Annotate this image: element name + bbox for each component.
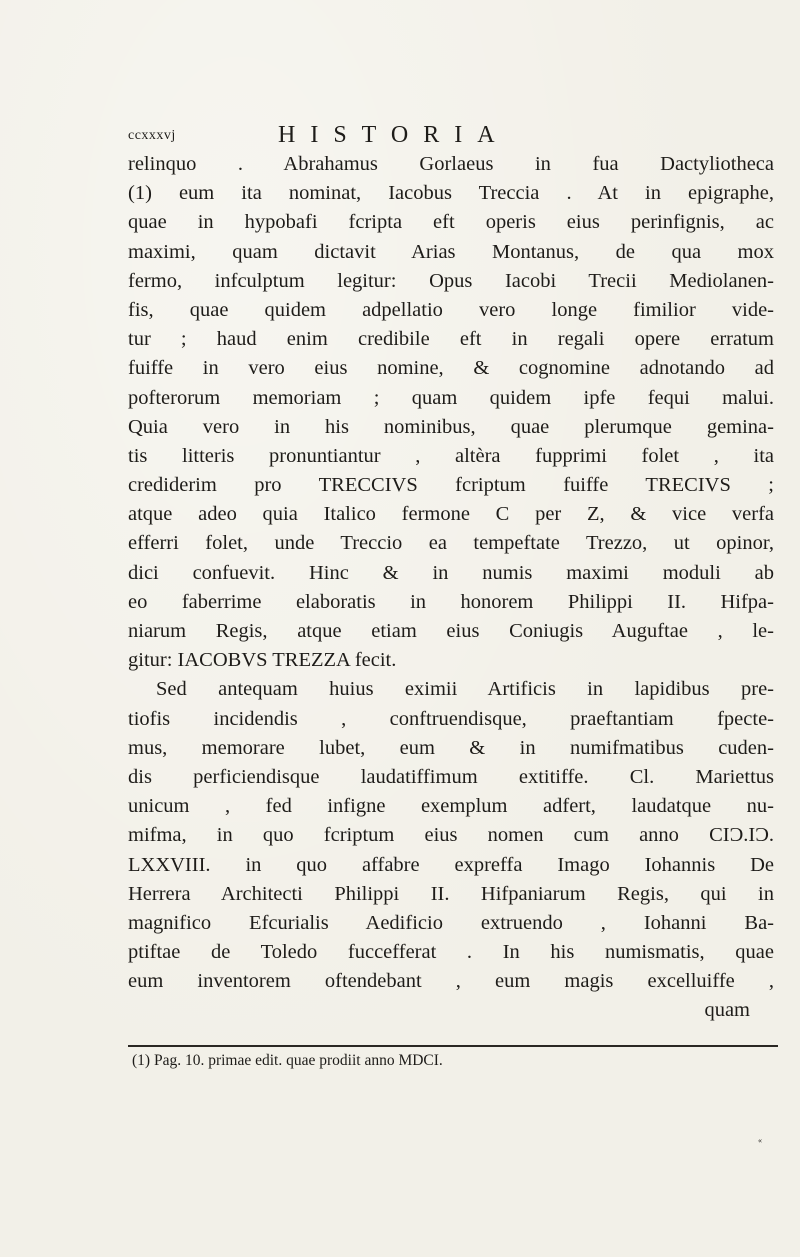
text-line: fuiffe in vero eius nomine, & cognomine adnotando ad xyxy=(128,357,774,380)
text-line: mifma, in quo fcriptum eius nomen cum anno CIƆ.IƆ. xyxy=(128,824,774,847)
running-title: HISTORIA xyxy=(278,122,510,148)
text-line: LXXVIII. in quo affabre expreffa Imago Iohannis De xyxy=(128,853,774,876)
text-line: dis perficiendisque laudatiffimum extitiffe. Cl. Mariettus xyxy=(128,765,774,788)
text-line: gitur: IACOBVS TREZZA fecit. xyxy=(128,649,397,672)
text-line: relinquo . Abrahamus Gorlaeus in fua Dactyliotheca xyxy=(128,153,774,175)
text-line: tur ; haud enim credibile eft in regali opere erratum xyxy=(128,328,774,351)
text-line: quae in hypobafi fcripta eft operis eius perinfignis, ac xyxy=(128,211,774,234)
text-line: atque adeo quia Italico fermone C per Z, & vice verfa xyxy=(128,503,774,526)
page-header xyxy=(128,122,688,152)
text-line: tis litteris pronuntiantur , altèra fupprimi folet , ita xyxy=(128,444,774,467)
stray-mark: « xyxy=(758,1136,762,1145)
text-line: mus, memorare lubet, eum & in numifmatibus cuden- xyxy=(128,736,774,759)
text-line: maximi, quam dictavit Arias Montanus, de qua mox xyxy=(128,240,774,263)
footnote: (1) Pag. 10. primae edit. quae prodiit anno MDCI. xyxy=(132,1052,443,1069)
text-line: Sed antequam huius eximii Artificis in lapidibus pre- xyxy=(156,678,774,701)
text-line: unicum , fed infigne exemplum adfert, laudatque nu- xyxy=(128,795,774,818)
text-line: dici confuevit. Hinc & in numis maximi moduli ab xyxy=(128,561,774,584)
text-line: Herrera Architecti Philippi II. Hifpaniarum Regis, qui in xyxy=(128,882,774,905)
text-line: (1) eum ita nominat, Iacobus Treccia . At in epigraphe, xyxy=(128,182,774,205)
text-line: efferri folet, unde Treccio ea tempeftate Trezzo, ut opinor, xyxy=(128,532,774,555)
text-line: crediderim pro TRECCIVS fcriptum fuiffe TRECIVS ; xyxy=(128,474,774,497)
text-line: quam xyxy=(704,999,750,1022)
text-line: fis, quae quidem adpellatio vero longe fimilior vide- xyxy=(128,298,774,321)
text-line: niarum Regis, atque etiam eius Coniugis Auguftae , le- xyxy=(128,620,774,642)
body-text xyxy=(128,150,774,1026)
text-line: fermo, infculptum legitur: Opus Iacobi Trecii Mediolanen- xyxy=(128,269,774,292)
folio-number: ccxxxvj xyxy=(128,128,176,143)
text-line: pofterorum memoriam ; quam quidem ipfe fequi malui. xyxy=(128,386,774,409)
text-line: Quia vero in his nominibus, quae plerumque gemina- xyxy=(128,415,774,438)
footnote-rule xyxy=(128,1045,778,1047)
text-line: eum inventorem oftendebant , eum magis excelluiffe , xyxy=(128,970,774,993)
text-line: ptiftae de Toledo fuccefferat . In his numismatis, quae xyxy=(128,941,774,964)
text-line: tiofis incidendis , conftruendisque, praeftantiam fpecte- xyxy=(128,707,774,730)
text-line: magnifico Efcurialis Aedificio extruendo , Iohanni Ba- xyxy=(128,911,774,934)
text-line: eo faberrime elaboratis in honorem Philippi II. Hifpa- xyxy=(128,590,774,613)
